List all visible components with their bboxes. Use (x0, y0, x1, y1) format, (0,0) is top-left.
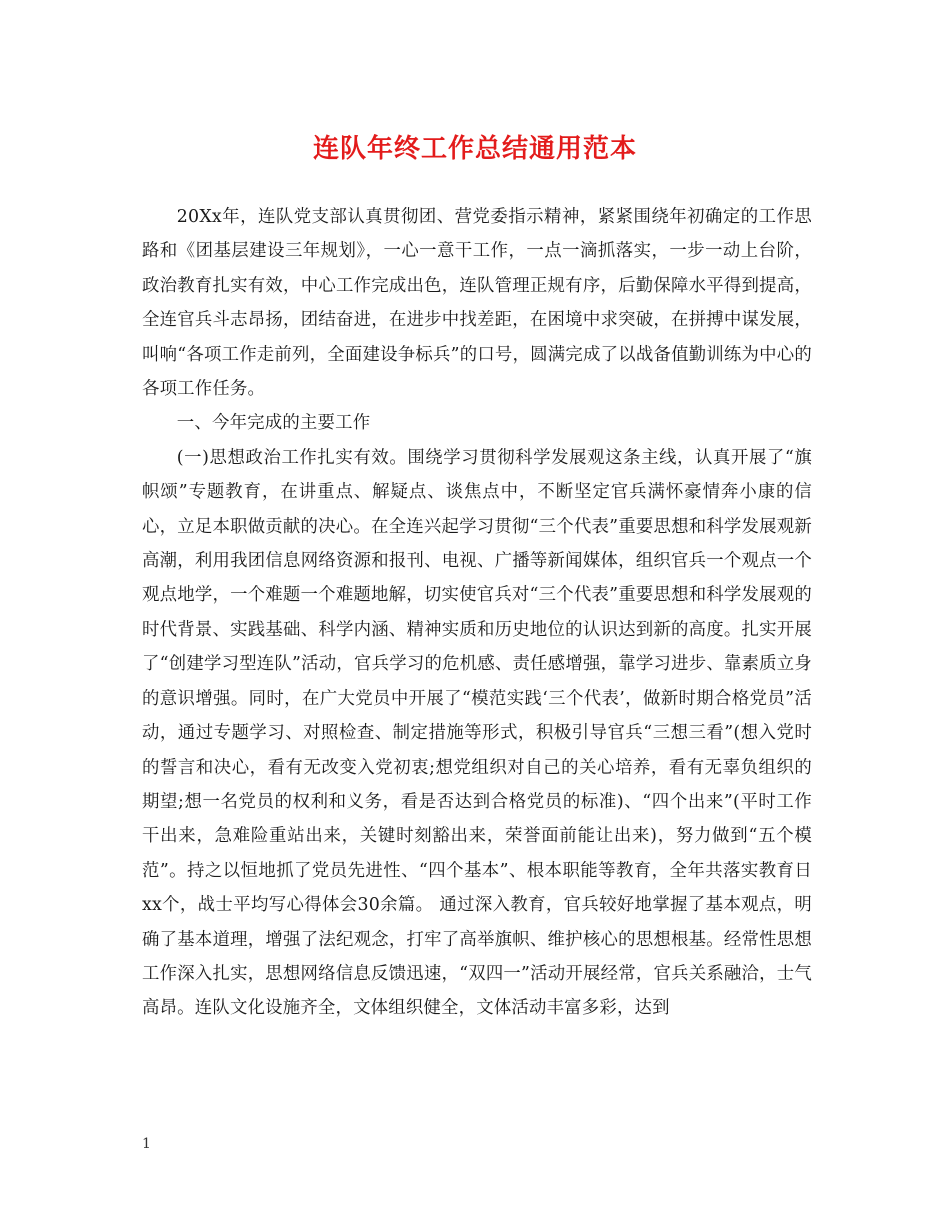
section-heading: 一、今年完成的主要工作 (176, 413, 371, 434)
document-title: 连队年终工作总结通用范本 (312, 134, 637, 164)
body-paragraph: (一)思想政治工作扎实有效。围绕学习贯彻科学发展观这条主线，认真开展了“旗帜颂”专题教育，在讲重点、解疑点、谈焦点中，不断坚定官兵满怀豪情奔小康的信心，立足本职做贡献的决心。在全连兴起学习贯彻“三个代表”重要思想和科学发展观新高潮，利用我团信息网络资源和报刊、电视、广播等新闻媒体，组织官兵一个观点一个观点地学，一个难题一个难题地解，切实使官兵对“三个代表”重要思想和科学发展观的时代背景、实践基础、科学内涵、精神实质和历史地位的认识达到新的高度。扎实开展了“创建学习型连队”活动，官兵学习的危机感、责任感增强，靠学习进步、靠素质立身的意识增强。同时，在广大党员中开展了“模范实践‘三个代表’，做新时期合格党员”活动，通过专题学习、对照检查、制定措施等形式，积极引导官兵“三想三看”(想入党时的誓言和决心，看有无改变入党初衷;想党组织对自己的关心培养，看有无辜负组织的期望;想一名党员的权利和义务，看是否达到合格党员的标准)、“四个出来”(平时工作干出来，急难险重站出来，关键时刻豁出来，荣誉面前能让出来)，努力做到“五个模范”。持之以恒地抓了党员先进性、“四个基本”、根本职能等教育，全年共落实教育日xx个，战士平均写心得体会30余篇。 通过深入教育，官兵较好地掌握了基本观点，明确了基本道理，增强了法纪观念，打牢了高举旗帜、维护核心的思想根基。经常性思想工作深入扎实，思想网络信息反馈迅速，“双四一”活动开展经常，官兵关系融洽，士气高昂。连队文化设施齐全，文体组织健全，文体活动丰富多彩，达到 (142, 447, 812, 1019)
intro-paragraph: 20Xx年，连队党支部认真贯彻团、营党委指示精神，紧紧围绕年初确定的工作思路和《团基层建设三年规划》，一心一意干工作，一点一滴抓落实，一步一动上台阶，政治教育扎实有效，中心工作完成出色，连队管理正规有序，后勤保障水平得到提高，全连官兵斗志昂扬，团结奋进，在进步中找差距，在困境中求突破，在拼搏中谋发展，叫响“各项工作走前列，全面建设争标兵”的口号，圆满完成了以战备值勤训练为中心的各项工作任务。 (142, 207, 812, 400)
document-body (142, 200, 812, 1026)
page-number: 1 (142, 1136, 151, 1152)
